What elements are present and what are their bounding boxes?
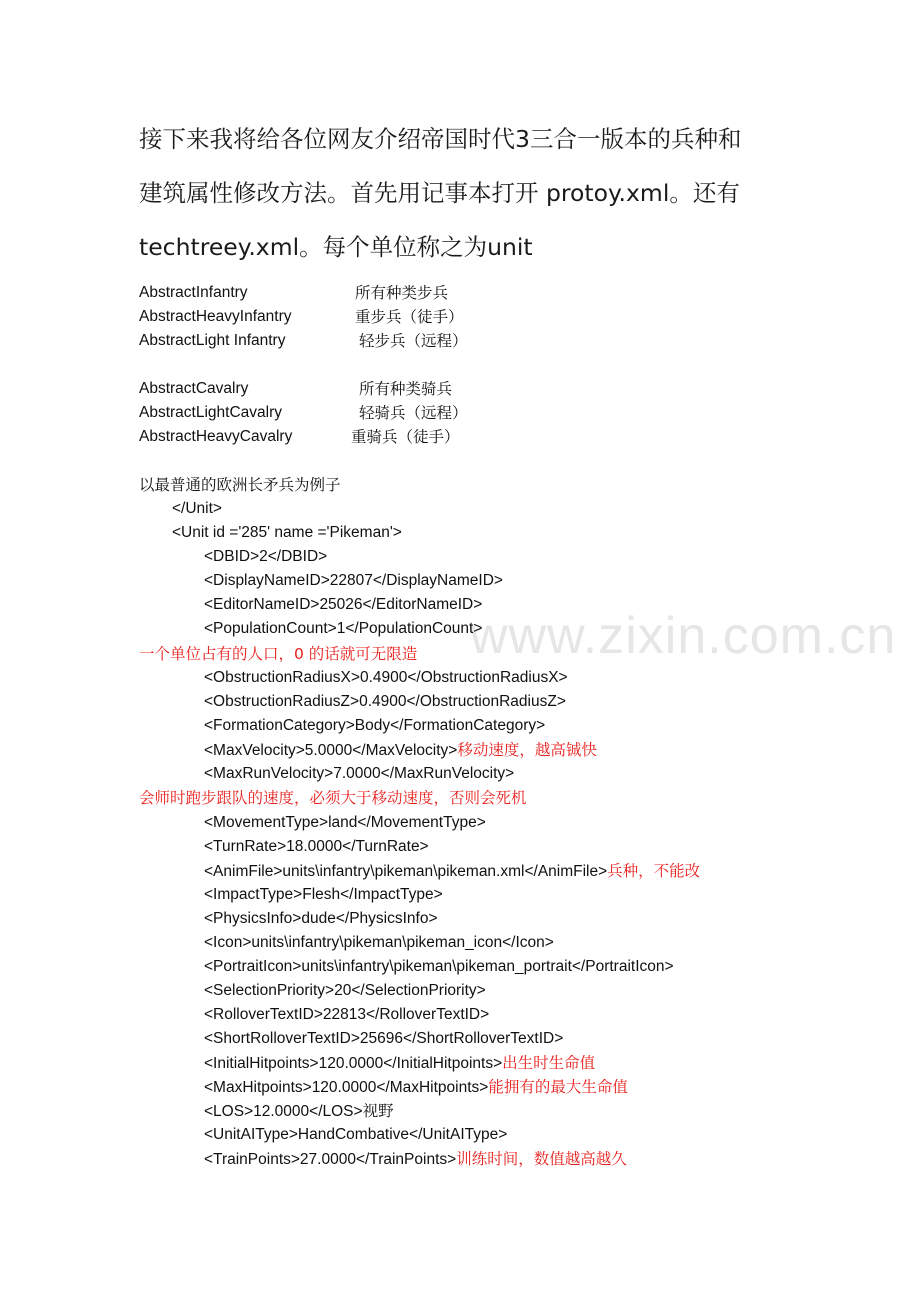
cavalry-key: AbstractHeavyCavalry (139, 428, 293, 445)
xml-line: <RolloverTextID>22813</RolloverTextID> (204, 1006, 490, 1023)
annotation: 视野 (362, 1102, 394, 1120)
xml-line: <PopulationCount>1</PopulationCount> (204, 620, 483, 637)
infantry-desc: 重步兵（徒手） (355, 308, 464, 326)
watermark: www.zixin.com.cn (470, 607, 897, 665)
cavalry-key: AbstractCavalry (139, 380, 249, 397)
red-annotation: 训练时间，数值越高越久 (456, 1150, 627, 1168)
cavalry-desc: 轻骑兵（远程） (359, 404, 468, 422)
xml-text: <InitialHitpoints>120.0000</InitialHitpoints> (204, 1055, 503, 1072)
xml-line: <PhysicsInfo>dude</PhysicsInfo> (204, 910, 438, 927)
xml-line (204, 1147, 627, 1171)
xml-line: <MaxRunVelocity>7.0000</MaxRunVelocity> (204, 765, 515, 782)
xml-line: <ImpactType>Flesh</ImpactType> (204, 886, 443, 903)
infantry-desc: 轻步兵（远程） (359, 332, 468, 350)
xml-text: <LOS>12.0000</LOS> (204, 1103, 363, 1120)
red-annotation: 出生时生命值 (502, 1054, 596, 1072)
red-annotation: 一个单位占有的人口，0 的话就可无限造 (139, 645, 418, 663)
red-annotation: 能拥有的最大生命值 (488, 1078, 628, 1096)
xml-line: <Unit id ='285' name ='Pikeman'> (172, 524, 402, 541)
xml-line: <DBID>2</DBID> (204, 548, 328, 565)
intro-paragraph (139, 112, 799, 274)
cavalry-desc: 所有种类骑兵 (359, 380, 453, 398)
xml-line: <MovementType>land</MovementType> (204, 814, 486, 831)
xml-line (204, 738, 597, 762)
xml-line: <SelectionPriority>20</SelectionPriority> (204, 982, 486, 999)
xml-line: <ObstructionRadiusX>0.4900</ObstructionRadiusX> (204, 669, 568, 686)
xml-line (204, 1075, 628, 1099)
xml-line (204, 1051, 595, 1075)
red-annotation: 兵种，不能改 (607, 862, 701, 880)
xml-line: <UnitAIType>HandCombative</UnitAIType> (204, 1126, 508, 1143)
xml-line: </Unit> (172, 500, 222, 517)
infantry-key: AbstractLight Infantry (139, 332, 286, 349)
xml-line (204, 1099, 394, 1123)
cavalry-key: AbstractLightCavalry (139, 404, 283, 421)
xml-line: <ShortRolloverTextID>25696</ShortRolloverTextID> (204, 1030, 564, 1047)
intro-line: techtreey.xml。每个单位称之为unit (139, 233, 533, 261)
xml-text: <MaxHitpoints>120.0000</MaxHitpoints> (204, 1079, 489, 1096)
infantry-key: AbstractHeavyInfantry (139, 308, 292, 325)
xml-line: <FormationCategory>Body</FormationCategory> (204, 717, 546, 734)
xml-line: <ObstructionRadiusZ>0.4900</ObstructionRadiusZ> (204, 693, 566, 710)
xml-line (204, 859, 700, 883)
red-annotation: 会师时跑步跟队的速度，必须大于移动速度，否则会死机 (139, 789, 527, 807)
xml-text: <MaxVelocity>5.0000</MaxVelocity> (204, 742, 458, 759)
intro-line: 建筑属性修改方法。首先用记事本打开 protoy.xml。还有 (139, 179, 740, 207)
xml-text: <AnimFile>units\infantry\pikeman\pikeman.xml</AnimFile> (204, 863, 608, 880)
red-annotation: 移动速度，越高铖快 (457, 741, 597, 759)
infantry-key: AbstractInfantry (139, 284, 248, 301)
xml-line: <PortraitIcon>units\infantry\pikeman\pikeman_portrait</PortraitIcon> (204, 958, 674, 975)
example-title: 以最普通的欧洲长矛兵为例子 (139, 476, 341, 494)
xml-line: <TurnRate>18.0000</TurnRate> (204, 838, 429, 855)
xml-text: <TrainPoints>27.0000</TrainPoints> (204, 1151, 457, 1168)
xml-line: <Icon>units\infantry\pikeman\pikeman_icon</Icon> (204, 934, 554, 951)
xml-line: <EditorNameID>25026</EditorNameID> (204, 596, 483, 613)
infantry-desc: 所有种类步兵 (355, 284, 449, 302)
xml-line: <DisplayNameID>22807</DisplayNameID> (204, 572, 503, 589)
cavalry-desc: 重骑兵（徒手） (351, 428, 460, 446)
intro-line: 接下来我将给各位网友介绍帝国时代3三合一版本的兵种和 (139, 125, 742, 153)
